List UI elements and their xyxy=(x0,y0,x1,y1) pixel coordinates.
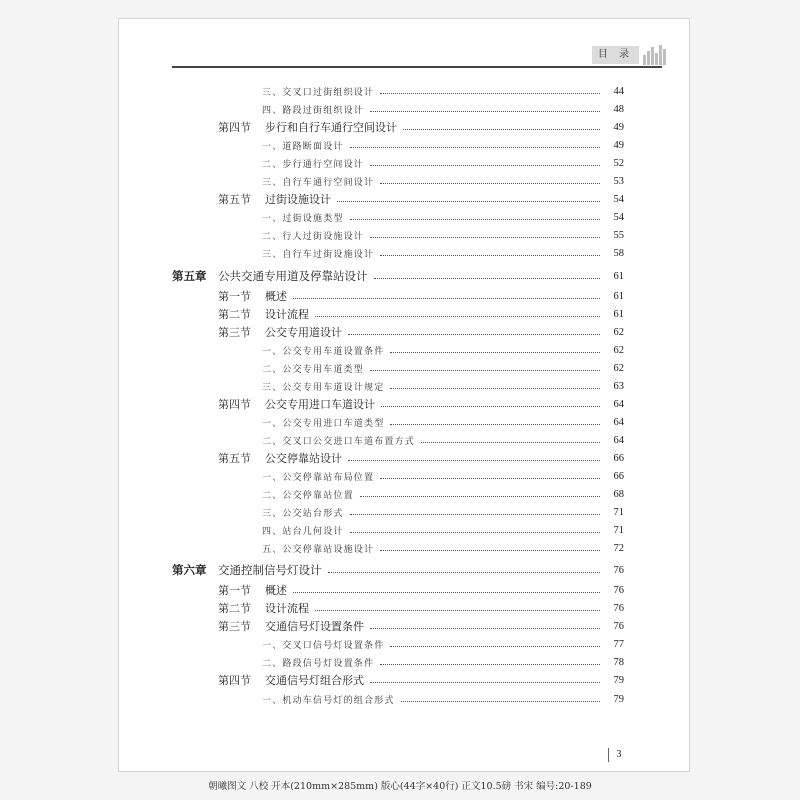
toc-entry-page: 62 xyxy=(613,344,624,356)
toc-entry-sub xyxy=(0,636,800,652)
toc-entry-label: 第五节 xyxy=(218,193,251,206)
toc-entry-label: 第四节 xyxy=(218,674,251,687)
toc-entry-sec xyxy=(0,450,800,466)
toc-dot-leader xyxy=(380,664,600,665)
toc-entry-page: 64 xyxy=(613,398,624,410)
toc-entry-label: 第六章 xyxy=(172,563,207,577)
toc-entry-chap xyxy=(0,562,800,578)
toc-entry-page: 55 xyxy=(613,229,624,241)
toc-dot-leader xyxy=(421,442,600,443)
toc-entry-label: 第五章 xyxy=(172,269,207,283)
print-footer: 朝曦图文 八校 开本(210mm×285mm) 版心(44字×40行) 正文10.5磅 书宋 编号:20-189 xyxy=(208,781,592,792)
toc-entry-title: 公交停靠站设计 xyxy=(265,452,342,465)
toc-dot-leader xyxy=(293,592,600,593)
toc-entry-label: 第一节 xyxy=(218,584,251,597)
toc-entry-title: 过街设施设计 xyxy=(265,193,331,206)
toc-entry-title: 公交专用进口车道设计 xyxy=(265,398,375,411)
toc-dot-leader xyxy=(370,370,600,371)
toc-dot-leader xyxy=(350,514,600,515)
toc-entry-sec xyxy=(0,672,800,688)
toc-entry-sub xyxy=(0,432,800,448)
toc-entry-title: 交通信号灯设置条件 xyxy=(265,620,364,633)
toc-entry-title: 公共交通专用道及停靠站设计 xyxy=(218,269,368,283)
toc-dot-leader xyxy=(401,701,600,702)
toc-entry-page: 66 xyxy=(613,452,624,464)
toc-dot-leader xyxy=(350,532,600,533)
toc-dot-leader xyxy=(380,550,600,551)
toc-entry-page: 48 xyxy=(613,103,624,115)
toc-entry-page: 54 xyxy=(613,211,624,223)
toc-entry-page: 52 xyxy=(613,157,624,169)
toc-dot-leader xyxy=(328,572,601,573)
toc-entry-title: 设计流程 xyxy=(265,308,309,321)
toc-dot-leader xyxy=(315,316,600,317)
toc-entry-title: 公交专用道设计 xyxy=(265,326,342,339)
toc-dot-leader xyxy=(370,237,600,238)
toc-entry-page: 49 xyxy=(613,139,624,151)
toc-entry-title: 二、交叉口公交进口车道布置方式 xyxy=(262,436,416,447)
toc-entry-title: 二、路段信号灯设置条件 xyxy=(262,658,375,669)
toc-entry-sub xyxy=(0,504,800,520)
toc-entry-sec xyxy=(0,324,800,340)
toc-entry-chap xyxy=(0,268,800,284)
toc-dot-leader xyxy=(374,278,601,279)
toc-dot-leader xyxy=(381,406,600,407)
toc-dot-leader xyxy=(370,682,600,683)
toc-entry-title: 三、自行车通行空间设计 xyxy=(262,177,375,188)
toc-entry-title: 三、交叉口过街组织设计 xyxy=(262,87,375,98)
toc-entry-sec xyxy=(0,288,800,304)
toc-entry-sub xyxy=(0,245,800,261)
toc-dot-leader xyxy=(350,219,600,220)
toc-entry-page: 76 xyxy=(613,602,624,614)
toc-entry-page: 66 xyxy=(613,470,624,482)
toc-entry-label: 第二节 xyxy=(218,308,251,321)
toc-entry-page: 61 xyxy=(613,308,624,320)
toc-entry-sec xyxy=(0,396,800,412)
toc-dot-leader xyxy=(348,460,600,461)
toc-dot-leader xyxy=(390,388,600,389)
toc-entry-page: 63 xyxy=(613,380,624,392)
toc-entry-title: 一、公交停靠站布局位置 xyxy=(262,472,375,483)
toc-entry-sub xyxy=(0,342,800,358)
toc-entry-label: 第一节 xyxy=(218,290,251,303)
toc-entry-page: 62 xyxy=(613,362,624,374)
toc-entry-title: 步行和自行车通行空间设计 xyxy=(265,121,397,134)
toc-entry-title: 一、机动车信号灯的组合形式 xyxy=(262,695,395,706)
toc-dot-leader xyxy=(337,201,600,202)
toc-dot-leader xyxy=(315,610,600,611)
toc-entry-page: 61 xyxy=(613,270,624,282)
toc-entry-title: 一、公交专用车道设置条件 xyxy=(262,346,385,357)
toc-entry-sub xyxy=(0,414,800,430)
page-number-divider xyxy=(608,748,609,762)
toc-entry-title: 三、公交站台形式 xyxy=(262,508,344,519)
toc-entry-sub xyxy=(0,227,800,243)
toc-entry-page: 77 xyxy=(613,638,624,650)
toc-dot-leader xyxy=(370,111,600,112)
toc-entry-sub xyxy=(0,522,800,538)
toc-entry-page: 54 xyxy=(613,193,624,205)
toc-dot-leader xyxy=(390,352,600,353)
toc-entry-sub xyxy=(0,137,800,153)
toc-entry-sub xyxy=(0,486,800,502)
toc-dot-leader xyxy=(348,334,600,335)
toc-entry-title: 二、公交专用车道类型 xyxy=(262,364,365,375)
toc-entry-sec xyxy=(0,306,800,322)
toc-entry-label: 第四节 xyxy=(218,398,251,411)
toc-entry-label: 第二节 xyxy=(218,602,251,615)
toc-entry-sec xyxy=(0,582,800,598)
toc-dot-leader xyxy=(380,478,600,479)
toc-entry-page: 64 xyxy=(613,416,624,428)
toc-entry-sub xyxy=(0,155,800,171)
toc-entry-sub xyxy=(0,83,800,99)
toc-entry-page: 49 xyxy=(613,121,624,133)
toc-entry-sub xyxy=(0,654,800,670)
toc-entry-page: 72 xyxy=(613,542,624,554)
toc-entry-page: 53 xyxy=(613,175,624,187)
toc-entry-page: 64 xyxy=(613,434,624,446)
toc-entry-title: 三、自行车过街设施设计 xyxy=(262,249,375,260)
toc-dot-leader xyxy=(390,646,600,647)
toc-entry-page: 58 xyxy=(613,247,624,259)
toc-entry-page: 76 xyxy=(613,564,624,576)
toc-entry-page: 44 xyxy=(613,85,624,97)
toc-entry-sec xyxy=(0,119,800,135)
toc-entry-title: 二、公交停靠站位置 xyxy=(262,490,354,501)
toc-entry-title: 三、公交专用车道设计规定 xyxy=(262,382,385,393)
toc-entry-title: 四、站台几何设计 xyxy=(262,526,344,537)
toc-entry-page: 79 xyxy=(613,693,624,705)
toc-entry-sub xyxy=(0,378,800,394)
toc-dot-leader xyxy=(380,183,600,184)
toc-entry-title: 一、公交专用进口车道类型 xyxy=(262,418,385,429)
toc-entry-label: 第三节 xyxy=(218,620,251,633)
header-label: 目 录 xyxy=(592,46,639,64)
toc-dot-leader xyxy=(370,165,600,166)
toc-entry-page: 71 xyxy=(613,524,624,536)
toc-entry-sec xyxy=(0,618,800,634)
toc-entry-page: 68 xyxy=(613,488,624,500)
toc-entry-sub xyxy=(0,468,800,484)
toc-dot-leader xyxy=(350,147,600,148)
toc-entry-title: 四、路段过街组织设计 xyxy=(262,105,365,116)
toc-entry-page: 76 xyxy=(613,620,624,632)
toc-dot-leader xyxy=(403,129,600,130)
toc-entry-sub xyxy=(0,360,800,376)
toc-entry-title: 二、行人过街设施设计 xyxy=(262,231,365,242)
toc-entry-page: 62 xyxy=(613,326,624,338)
toc-entry-title: 交通信号灯组合形式 xyxy=(265,674,364,687)
toc-entry-page: 71 xyxy=(613,506,624,518)
toc-entry-page: 79 xyxy=(613,674,624,686)
toc-dot-leader xyxy=(370,628,600,629)
toc-dot-leader xyxy=(380,255,600,256)
toc-entry-label: 第五节 xyxy=(218,452,251,465)
toc-entry-title: 一、道路断面设计 xyxy=(262,141,344,152)
toc-entry-title: 设计流程 xyxy=(265,602,309,615)
toc-entry-title: 五、公交停靠站设施设计 xyxy=(262,544,375,555)
toc-entry-sec xyxy=(0,191,800,207)
toc-dot-leader xyxy=(380,93,600,94)
toc-entry-title: 交通控制信号灯设计 xyxy=(218,563,322,577)
toc-entry-page: 76 xyxy=(613,584,624,596)
toc-entry-label: 第三节 xyxy=(218,326,251,339)
toc-dot-leader xyxy=(293,298,600,299)
toc-entry-page: 61 xyxy=(613,290,624,302)
toc-entry-sec xyxy=(0,600,800,616)
toc-entry-title: 一、交叉口信号灯设置条件 xyxy=(262,640,385,651)
toc-entry-sub xyxy=(0,209,800,225)
toc-entry-sub xyxy=(0,173,800,189)
toc-entry-title: 一、过街设施类型 xyxy=(262,213,344,224)
toc-entry-page: 78 xyxy=(613,656,624,668)
toc-entry-label: 第四节 xyxy=(218,121,251,134)
toc-entry-sub xyxy=(0,101,800,117)
toc-entry-title: 概述 xyxy=(265,290,287,303)
toc-dot-leader xyxy=(360,496,600,497)
toc-entry-title: 二、步行通行空间设计 xyxy=(262,159,365,170)
toc-dot-leader xyxy=(390,424,600,425)
page-number: 3 xyxy=(616,749,622,760)
toc-entry-sub xyxy=(0,691,800,707)
toc-entry-title: 概述 xyxy=(265,584,287,597)
toc-entry-sub xyxy=(0,540,800,556)
